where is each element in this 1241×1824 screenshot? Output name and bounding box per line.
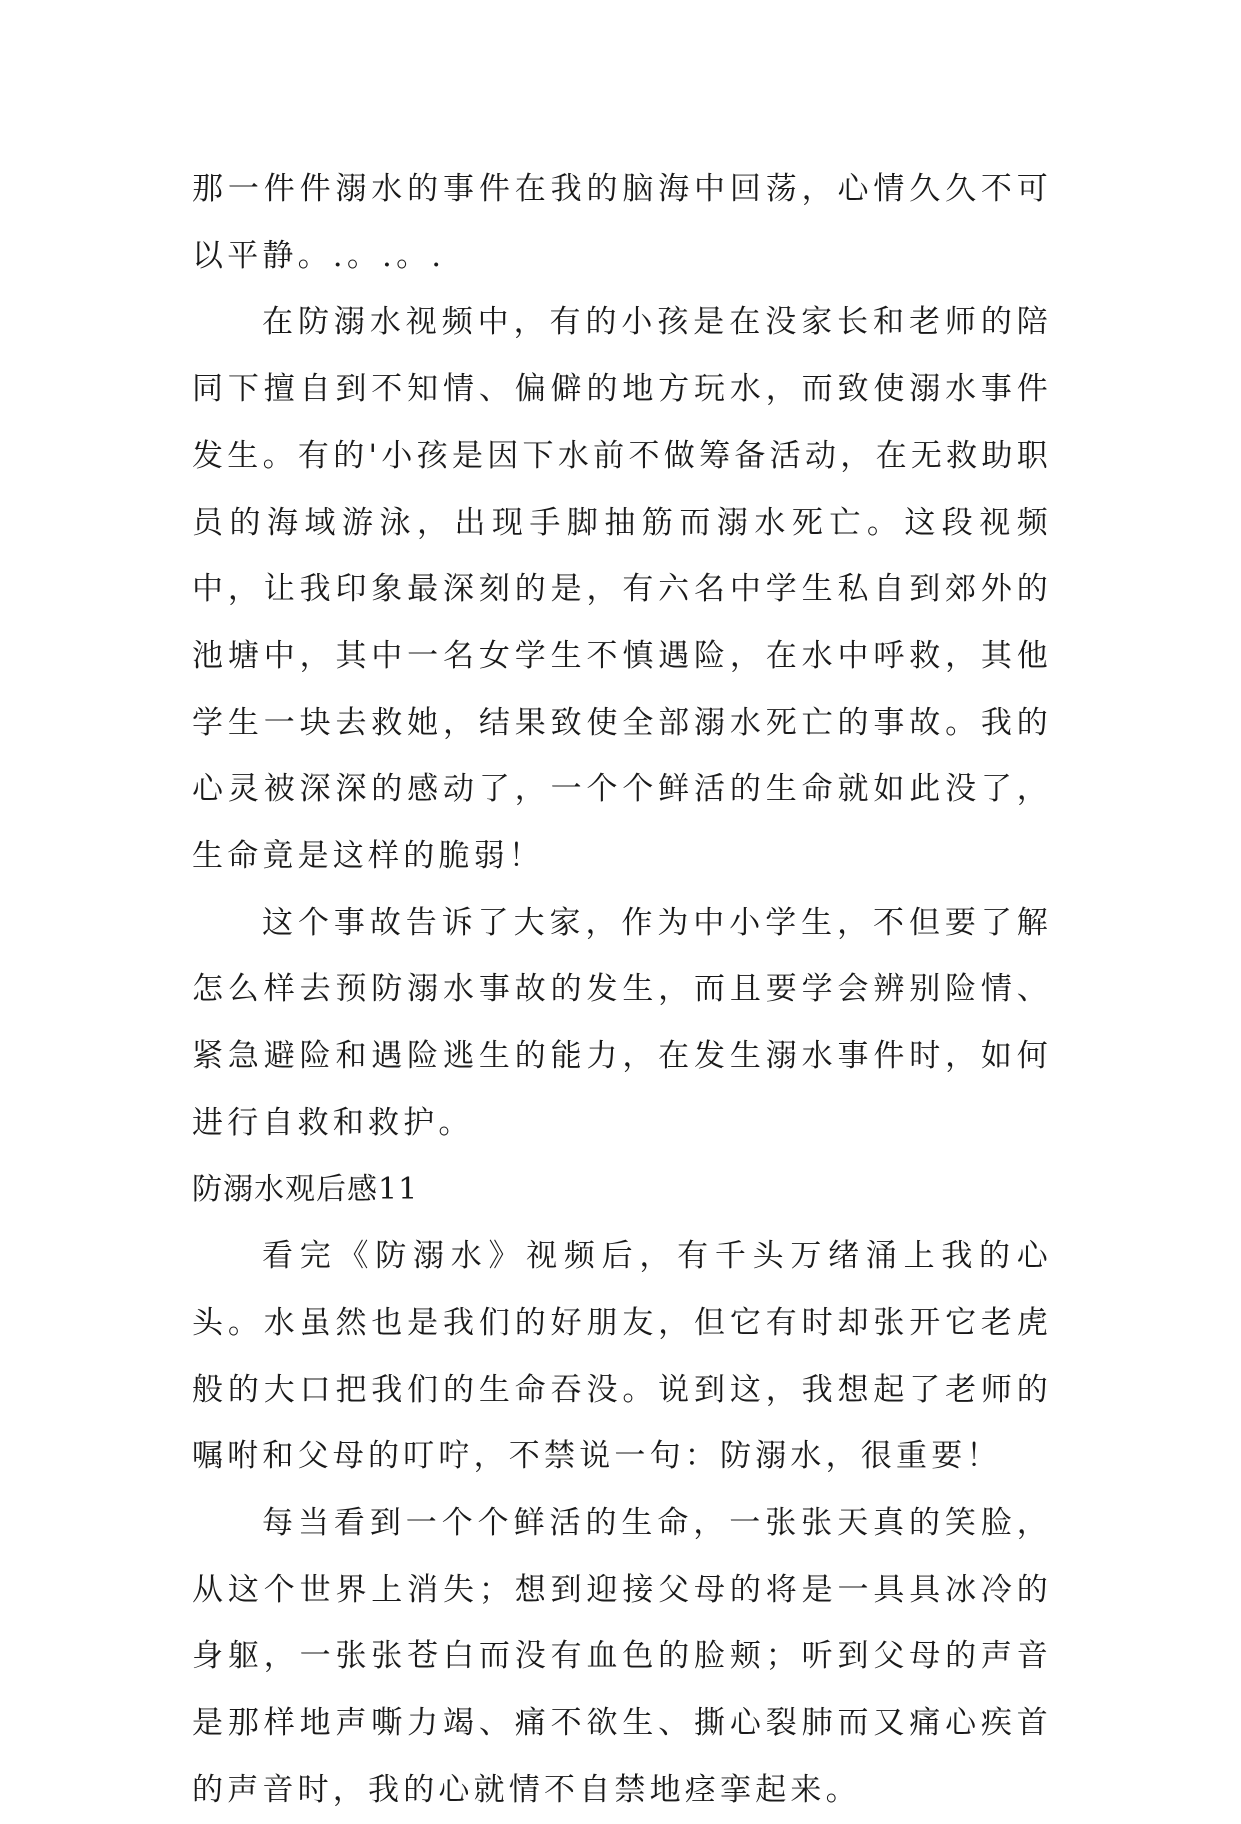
- paragraph-feelings: 每当看到一个个鲜活的生命，一张张天真的笑脸，从这个世界上消失；想到迎接父母的将是一具具冰冷的身躯，一张张苍白而没有血色的脸颊；听到父母的声音是那样地声嘶力竭、痛不欲生、撕心裂肺而又痛心疾首的声音时，我的心就情不自禁地痉挛起来。: [192, 1505, 1052, 1808]
- section-title: 防溺水观后感11: [192, 1171, 419, 1207]
- paragraph-after-watching: 看完《防溺水》视频后，有千头万绪涌上我的心头。水虽然也是我们的好朋友，但它有时却张开它老虎般的大口把我们的生命吞没。说到这，我想起了老师的嘱咐和父母的叮咛，不禁说一句：防溺水，很重要！: [192, 1238, 1052, 1475]
- document-page: [192, 156, 1052, 1824]
- paragraph-continuation: 那一件件溺水的事件在我的脑海中回荡，心情久久不可以平静。.。.。.: [192, 171, 1052, 274]
- paragraph-video-description: 在防溺水视频中，有的小孩是在没家长和老师的陪同下擅自到不知情、偏僻的地方玩水，而致使溺水事件发生。有的'小孩是因下水前不做筹备活动，在无救助职员的海域游泳，出现手脚抽筋而溺水死亡。这段视频中，让我印象最深刻的是，有六名中学生私自到郊外的池塘中，其中一名女学生不慎遇险，在水中呼救，其他学生一块去救她，结果致使全部溺水死亡的事故。我的心灵被深深的感动了，一个个鲜活的生命就如此没了，生命竟是这样的脆弱！: [192, 304, 1052, 875]
- paragraph-lesson: 这个事故告诉了大家，作为中小学生，不但要了解怎么样去预防溺水事故的发生，而且要学会辨别险情、紧急避险和遇险逃生的能力，在发生溺水事件时，如何进行自救和救护。: [192, 904, 1052, 1141]
